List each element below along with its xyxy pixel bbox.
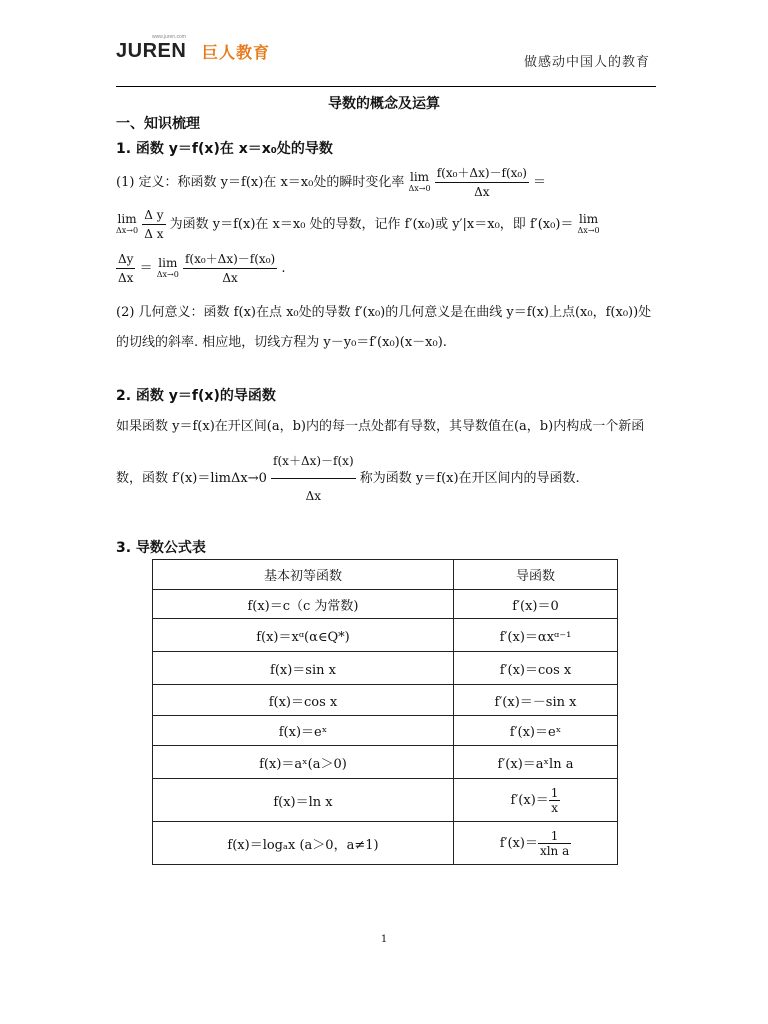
table-row bbox=[153, 716, 618, 746]
geometric-meaning-paragraph: (2) 几何意义：函数 f(x)在点 x₀处的导数 f′(x₀)的几何意义是在曲线 y＝f(x)上点(x₀，f(x₀))处的切线的斜率. 相应地，切线方程为 y－y₀＝f′(x₀)(x－x₀). bbox=[116, 305, 652, 350]
table-cell: f′(x)＝αxᵅ⁻¹ bbox=[453, 619, 617, 652]
period: . bbox=[281, 261, 286, 276]
section-heading: 一、知识梳理 bbox=[116, 116, 200, 132]
table-cell: f′(x)＝－sin x bbox=[453, 685, 617, 716]
limit-symbol: lim Δx→0 bbox=[577, 211, 600, 235]
table-cell: f′(x)＝aˣln a bbox=[453, 746, 617, 779]
derivative-formula-table bbox=[152, 559, 618, 865]
page-number: 1 bbox=[380, 934, 388, 945]
table-row bbox=[153, 822, 618, 865]
table-row bbox=[153, 590, 618, 619]
logo-url: www.juren.com bbox=[152, 34, 186, 40]
equals-sign: ＝ bbox=[533, 175, 547, 190]
table-cell: f(x)＝c（c 为常数) bbox=[153, 590, 454, 619]
logo-text: JUREN bbox=[116, 40, 187, 62]
equals-sign: ＝ bbox=[139, 261, 153, 276]
derivative-text-b: 称为函数 y＝f(x)在开区间内的导函数. bbox=[359, 471, 580, 486]
limit-symbol: lim Δx→0 bbox=[156, 255, 179, 279]
difference-quotient: $\frac{\text{f(x₀＋Δx)－f(x₀)}}{\Delta x}$ bbox=[436, 166, 527, 199]
limit-symbol: lim Δx→0 bbox=[408, 169, 431, 193]
table-row bbox=[153, 619, 618, 652]
juren-logo bbox=[116, 34, 306, 70]
subsection-heading-1: 1. 函数 y＝f(x)在 x＝x₀处的导数 bbox=[116, 141, 333, 157]
subsection-heading-3: 3. 导数公式表 bbox=[116, 540, 206, 556]
derivative-quotient: $\frac{f(x+\Delta x)-f(x)}{\Delta x}$ bbox=[271, 444, 356, 513]
delta-quotient: $\frac{\text{Δ y}}{\text{Δ x}}$ bbox=[144, 208, 164, 241]
table-cell: f′(x)＝eˣ bbox=[453, 716, 617, 746]
difference-quotient: $\frac{\text{f(x₀＋Δx)－f(x₀)}}{\Delta x}$ bbox=[184, 252, 276, 285]
table-cell: f(x)＝sin x bbox=[153, 652, 454, 685]
definition-text-a: (1) 定义：称函数 y＝f(x)在 x＝x₀处的瞬时变化率 bbox=[116, 175, 405, 190]
table-cell: f(x)＝aˣ(a＞0) bbox=[153, 746, 454, 779]
delta-quotient: $\frac{\Delta y}{\Delta x}$ bbox=[118, 252, 134, 285]
table-row bbox=[153, 779, 618, 822]
table-header-row bbox=[153, 560, 618, 590]
derivative-function-paragraph bbox=[116, 410, 656, 513]
column-header: 导函数 bbox=[453, 560, 617, 590]
logo-chinese-text: 巨人教育 bbox=[202, 43, 271, 62]
table-cell: f(x)＝cos x bbox=[153, 685, 454, 716]
page-header bbox=[116, 34, 656, 90]
limit-symbol: lim Δx→0 bbox=[116, 211, 139, 235]
table-cell: f′(x)＝cos x bbox=[453, 652, 617, 685]
table-cell: f′(x)＝0 bbox=[453, 590, 617, 619]
column-header: 基本初等函数 bbox=[153, 560, 454, 590]
table-cell: f(x)＝ln x bbox=[153, 779, 454, 822]
definition-paragraph bbox=[116, 164, 656, 284]
header-divider bbox=[116, 86, 656, 87]
table-cell-fraction: f′(x)＝ $\frac{1}{\text{xln a}}$ bbox=[453, 822, 617, 865]
table-cell: f(x)＝xᵅ(α∈Q*) bbox=[153, 619, 454, 652]
definition-text-b: 为函数 y＝f(x)在 x＝x₀ 处的导数，记作 f′(x₀)或 y′|x＝x₀，即 f′(x₀)＝ bbox=[169, 217, 574, 232]
table-cell-fraction: f′(x)＝ $\frac{1}{x}$ bbox=[453, 779, 617, 822]
header-slogan: 做感动中国人的教育 bbox=[523, 55, 650, 70]
table-row bbox=[153, 652, 618, 685]
table-cell: f(x)＝logₐx (a＞0，a≠1) bbox=[153, 822, 454, 865]
subsection-heading-2: 2. 函数 y＝f(x)的导函数 bbox=[116, 388, 276, 404]
table-row bbox=[153, 685, 618, 716]
table-cell: f(x)＝eˣ bbox=[153, 716, 454, 746]
derivative-text-a: 如果函数 y＝f(x)在开区间(a，b)内的每一点处都有导数，其导数值在(a，b)内构成一个新函数，函数 f′(x)＝limΔx→0 bbox=[116, 419, 645, 486]
document-title: 导数的概念及运算 bbox=[328, 96, 440, 112]
table-row bbox=[153, 746, 618, 779]
